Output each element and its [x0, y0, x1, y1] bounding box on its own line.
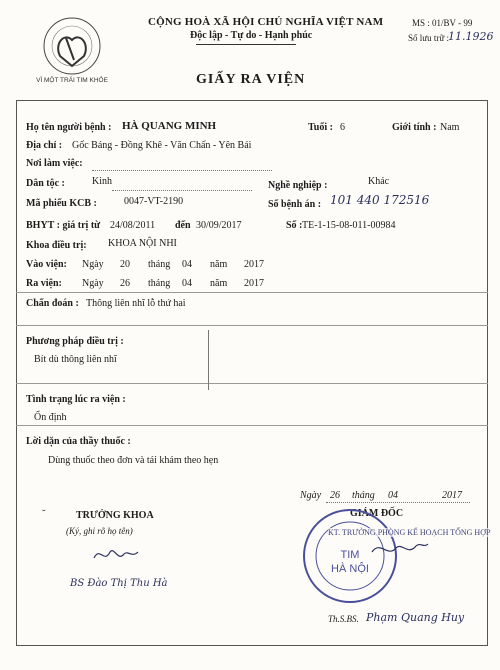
footer-date-month-word: tháng [352, 490, 375, 501]
director-title: GIÁM ĐỐC [350, 508, 404, 519]
director-stamp-line: KT. TRƯỞNG PHÒNG KẾ HOẠCH TỔNG HỢP [328, 528, 491, 537]
admission-day-word: Ngày [82, 259, 104, 270]
document-title: GIẤY RA VIỆN [196, 72, 306, 87]
discharge-label: Ra viện: [26, 278, 62, 289]
country-name: CỘNG HOÀ XÃ HỘI CHỦ NGHĨA VIỆT NAM [148, 16, 384, 28]
treatment-method-label: Phương pháp điều trị : [26, 336, 124, 347]
kcb-value: 0047-VT-2190 [124, 196, 184, 207]
stamp-center-text: TIM [340, 549, 360, 561]
tick-mark-left: ˘ [42, 508, 46, 520]
storage-number-value: 11.1926 [448, 30, 494, 43]
record-value: 101 440 172516 [330, 193, 430, 207]
admission-year-word: năm [210, 259, 228, 270]
age-label: Tuổi : [308, 122, 333, 133]
address-label: Địa chỉ : [26, 140, 63, 151]
bhyt-no: TE-1-15-08-011-00984 [302, 220, 396, 231]
director-signature-scribble [370, 538, 430, 560]
admission-month: 04 [182, 259, 192, 270]
ethnic-line [112, 190, 252, 191]
divider-1 [16, 292, 488, 293]
diagnosis-value: Thông liên nhĩ lỗ thứ hai [86, 298, 186, 309]
admission-label: Vào viện: [26, 259, 67, 270]
storage-number-label: Số lưu trữ : [408, 33, 450, 43]
bhyt-label: BHYT : giá trị từ [26, 220, 101, 231]
diagnosis-label: Chẩn đoán : [26, 298, 79, 309]
discharge-month-word: tháng [148, 278, 171, 289]
director-name-prefix: Th.S.BS. [328, 614, 359, 624]
department-label: Khoa điều trị: [26, 240, 87, 251]
motto-underline [196, 44, 296, 45]
doctor-advice-label: Lời dặn của thầy thuốc : [26, 436, 131, 447]
stamp-city-text: HÀ NỘI [331, 563, 369, 575]
age-value: 6 [340, 122, 345, 133]
director-name: Phạm Quang Huy [366, 611, 465, 624]
workplace-line [92, 170, 272, 171]
discharge-status-label: Tình trạng lúc ra viện : [26, 394, 126, 405]
workplace-label: Nơi làm việc: [26, 158, 83, 169]
footer-date-day: 26 [330, 490, 340, 501]
bhyt-to: 30/09/2017 [196, 220, 242, 231]
form-box [16, 100, 491, 646]
admission-day: 20 [120, 259, 130, 270]
discharge-day-word: Ngày [82, 278, 104, 289]
name-value: HÀ QUANG MINH [122, 120, 217, 132]
bhyt-no-label: Số : [286, 220, 303, 231]
occupation-label: Nghề nghiệp : [268, 180, 328, 191]
record-label: Số bệnh án : [268, 199, 322, 210]
footer-date-month: 04 [388, 490, 398, 501]
admission-year: 2017 [244, 259, 264, 270]
ethnic-label: Dân tộc : [26, 178, 65, 189]
footer-date-line [326, 502, 470, 503]
footer-date-year: 2017 [442, 490, 462, 501]
address-value: Gốc Báng - Đồng Khê - Văn Chấn - Yên Bái [72, 140, 252, 151]
name-label: Họ tên người bệnh : [26, 122, 112, 133]
head-of-department-title: TRƯỞNG KHOA [76, 510, 154, 521]
vertical-mark [208, 330, 209, 390]
doctor-advice-value: Dùng thuốc theo đơn và tái khám theo hẹn [48, 455, 219, 466]
divider-2 [16, 325, 488, 326]
divider-4 [16, 425, 488, 426]
ms-code: MS : 01/BV - 99 [412, 18, 473, 28]
sex-label: Giới tính : [392, 122, 437, 133]
bhyt-from: 24/08/2011 [110, 220, 156, 231]
department-value: KHOA NỘI NHI [108, 238, 177, 249]
hospital-logo [24, 14, 120, 86]
discharge-status-value: Ổn định [34, 412, 67, 423]
discharge-year: 2017 [244, 278, 264, 289]
head-signature-name: BS Đào Thị Thu Hà [70, 578, 168, 589]
treatment-method-value: Bít dù thông liên nhĩ [34, 354, 117, 365]
sex-value: Nam [440, 122, 460, 133]
discharge-day: 26 [120, 278, 130, 289]
footer-date-prefix: Ngày [300, 490, 322, 501]
discharge-month: 04 [182, 278, 192, 289]
logo-tagline: VÌ MỘT TRÁI TIM KHỎE [36, 77, 108, 84]
ethnic-value: Kinh [92, 176, 112, 187]
occupation-value: Khác [368, 176, 390, 187]
motto: Độc lập - Tự do - Hạnh phúc [190, 30, 313, 41]
admission-month-word: tháng [148, 259, 171, 270]
bhyt-to-label: đến [175, 220, 191, 231]
head-of-department-note: (Ký, ghi rõ họ tên) [66, 526, 133, 536]
kcb-label: Mã phiếu KCB : [26, 198, 97, 209]
head-signature-scribble [92, 544, 142, 566]
divider-3 [16, 383, 488, 384]
discharge-year-word: năm [210, 278, 228, 289]
